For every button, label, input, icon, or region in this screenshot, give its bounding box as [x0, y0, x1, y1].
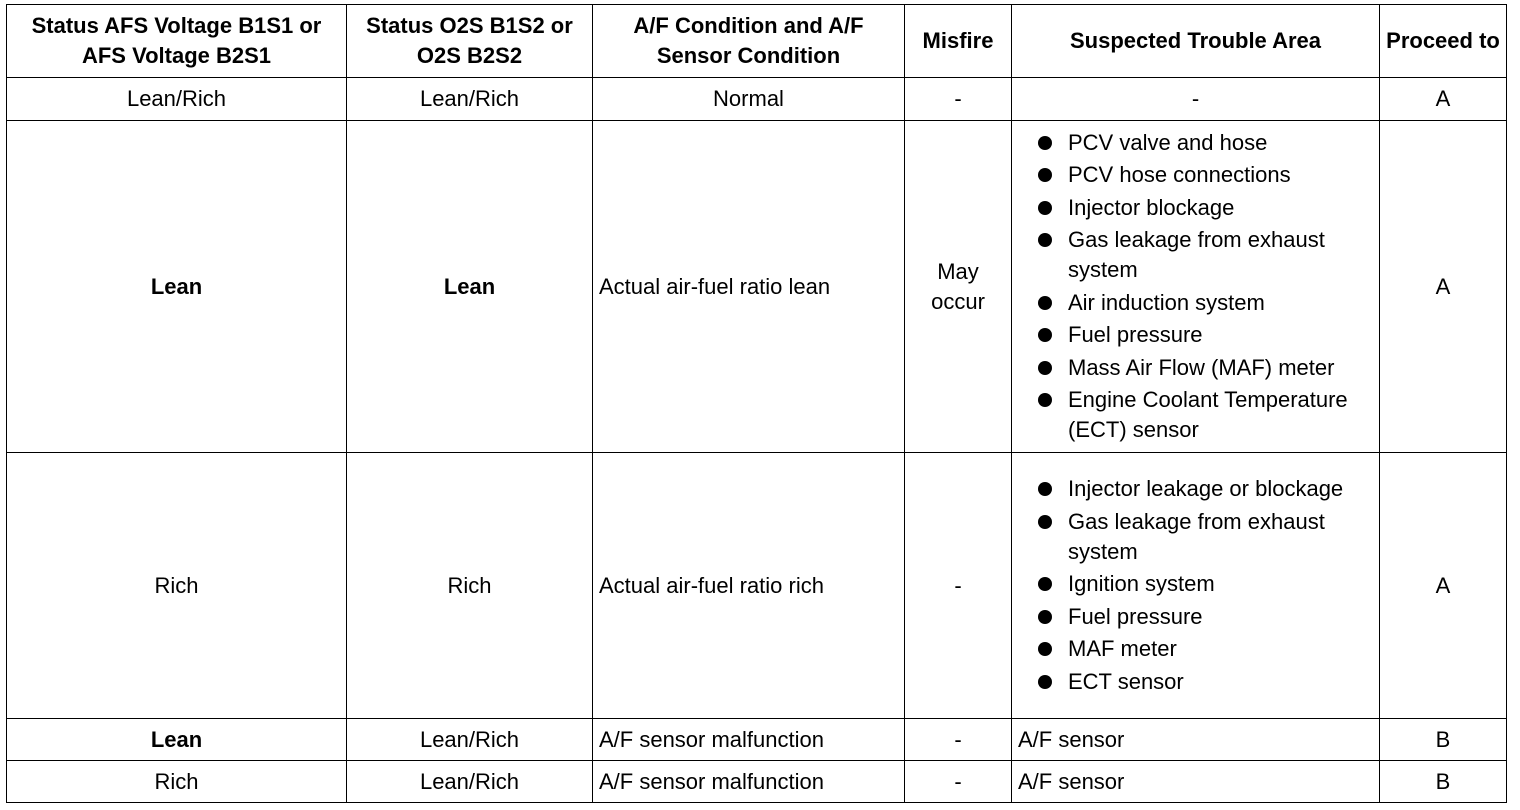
misfire-cell: - [905, 761, 1012, 803]
list-item-label: ECT sensor [1068, 668, 1184, 694]
list-item-label: Mass Air Flow (MAF) meter [1068, 354, 1335, 380]
misfire-cell: - [905, 78, 1012, 121]
list-item [1018, 128, 1373, 158]
o2s-cell: Lean [347, 121, 593, 453]
table-row [7, 78, 1507, 121]
bullet-icon [1038, 642, 1052, 656]
trouble-area-cell [1012, 121, 1380, 453]
header-afs-voltage: Status AFS Voltage B1S1 or AFS Voltage B2S1 [7, 5, 347, 78]
bullet-icon [1038, 610, 1052, 624]
list-item [1018, 507, 1373, 567]
list-item [1018, 353, 1373, 383]
trouble-area-list [1018, 124, 1373, 450]
afs-cell: Lean [7, 121, 347, 453]
list-item-label: Gas leakage from exhaust system [1068, 508, 1325, 564]
afs-cell: Lean/Rich [7, 78, 347, 121]
list-item [1018, 602, 1373, 632]
afs-cell: Rich [7, 453, 347, 719]
list-item [1018, 667, 1373, 697]
proceed-cell: A [1380, 78, 1507, 121]
afs-cell: Lean [7, 719, 347, 761]
trouble-area-cell: A/F sensor [1012, 761, 1380, 803]
list-item [1018, 225, 1373, 285]
bullet-icon [1038, 168, 1052, 182]
list-item [1018, 634, 1373, 664]
list-item-label: Injector leakage or blockage [1068, 476, 1344, 502]
header-misfire: Misfire [905, 5, 1012, 78]
list-item [1018, 320, 1373, 350]
proceed-cell: A [1380, 453, 1507, 719]
trouble-area-cell [1012, 453, 1380, 719]
list-item-label: Gas leakage from exhaust system [1068, 227, 1325, 283]
bullet-icon [1038, 361, 1052, 375]
o2s-cell: Lean/Rich [347, 719, 593, 761]
bullet-icon [1038, 393, 1052, 407]
bullet-icon [1038, 577, 1052, 591]
table-row [7, 121, 1507, 453]
table-row [7, 719, 1507, 761]
diagnostic-table-container [6, 4, 1507, 803]
proceed-cell: A [1380, 121, 1507, 453]
o2s-cell: Rich [347, 453, 593, 719]
table-row [7, 453, 1507, 719]
list-item-label: PCV valve and hose [1068, 129, 1268, 155]
bullet-icon [1038, 515, 1052, 529]
list-item [1018, 474, 1373, 504]
o2s-cell: Lean/Rich [347, 761, 593, 803]
o2s-cell: Lean/Rich [347, 78, 593, 121]
list-item-label: MAF meter [1068, 636, 1177, 662]
list-item-label: Ignition system [1068, 571, 1215, 597]
misfire-cell: - [905, 719, 1012, 761]
trouble-area-cell: A/F sensor [1012, 719, 1380, 761]
list-item-label: Fuel pressure [1068, 322, 1203, 348]
list-item-label: Fuel pressure [1068, 603, 1203, 629]
condition-cell: Actual air-fuel ratio lean [593, 121, 905, 453]
bullet-icon [1038, 675, 1052, 689]
header-row [7, 5, 1507, 78]
header-af-condition: A/F Condition and A/F Sensor Condition [593, 5, 905, 78]
list-item [1018, 193, 1373, 223]
header-trouble-area: Suspected Trouble Area [1012, 5, 1380, 78]
table-row [7, 761, 1507, 803]
bullet-icon [1038, 136, 1052, 150]
diagnostic-table [6, 4, 1507, 803]
header-proceed: Proceed to [1380, 5, 1507, 78]
proceed-cell: B [1380, 761, 1507, 803]
list-item-label: Air induction system [1068, 289, 1265, 315]
condition-cell: A/F sensor malfunction [593, 761, 905, 803]
trouble-area-list [1018, 470, 1373, 701]
list-item [1018, 569, 1373, 599]
list-item [1018, 385, 1373, 445]
condition-cell: A/F sensor malfunction [593, 719, 905, 761]
bullet-icon [1038, 201, 1052, 215]
header-o2s: Status O2S B1S2 or O2S B2S2 [347, 5, 593, 78]
misfire-cell: May occur [905, 121, 1012, 453]
list-item-label: Engine Coolant Temperature (ECT) sensor [1068, 387, 1348, 443]
list-item-label: Injector blockage [1068, 194, 1235, 220]
misfire-cell: - [905, 453, 1012, 719]
bullet-icon [1038, 328, 1052, 342]
list-item-label: PCV hose connections [1068, 162, 1291, 188]
bullet-icon [1038, 233, 1052, 247]
bullet-icon [1038, 482, 1052, 496]
bullet-icon [1038, 296, 1052, 310]
list-item [1018, 288, 1373, 318]
proceed-cell: B [1380, 719, 1507, 761]
trouble-area-cell: - [1012, 78, 1380, 121]
list-item [1018, 160, 1373, 190]
afs-cell: Rich [7, 761, 347, 803]
condition-cell: Normal [593, 78, 905, 121]
condition-cell: Actual air-fuel ratio rich [593, 453, 905, 719]
